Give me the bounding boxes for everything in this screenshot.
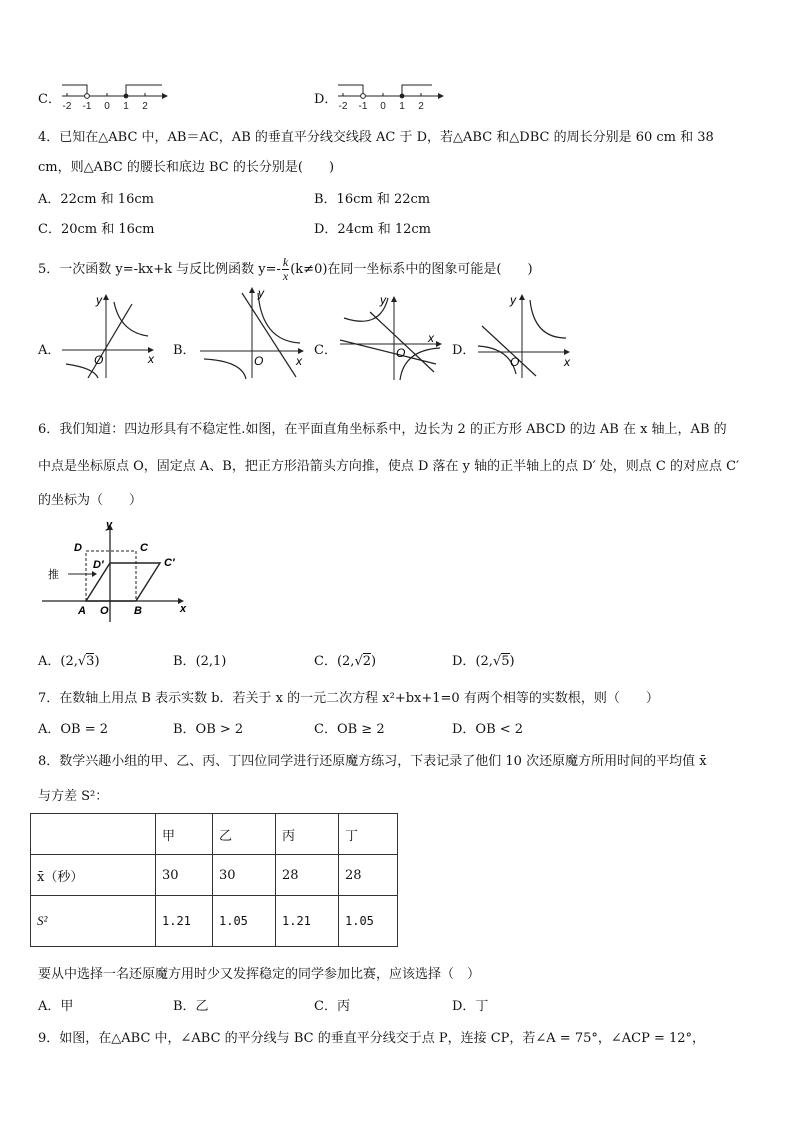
q6-option-d-letter: D． — [452, 654, 476, 669]
table-row-label: S² — [31, 896, 156, 947]
table-header-cell — [31, 814, 156, 855]
q5-graph-a — [58, 288, 158, 380]
table-header-cell: 乙 — [213, 814, 276, 855]
table-header-cell: 甲 — [156, 814, 213, 855]
q4-option-b[interactable]: B．16cm 和 22cm — [314, 192, 431, 207]
q5-frac-num: k — [282, 255, 289, 269]
q3-number-line-d — [334, 80, 444, 114]
q6-option-b-value: (2,1) — [195, 654, 227, 669]
q6-fig-cp: C′ — [164, 557, 175, 569]
q7-option-b[interactable]: B．OB > 2 — [173, 722, 244, 737]
q6-option-c-close: ) — [371, 654, 377, 669]
table-cell: 1.21 — [276, 896, 339, 947]
q5-option-a-letter[interactable]: A． — [38, 343, 61, 358]
table-header-cell: 丙 — [276, 814, 339, 855]
table-cell: 1.05 — [213, 896, 276, 947]
q5d-origin: O — [510, 355, 520, 369]
q8-option-d[interactable]: D．丁 — [452, 999, 489, 1014]
q6-fig-push: 推 — [48, 569, 59, 581]
table-cell: 28 — [339, 855, 398, 896]
sqrt-icon: √ — [492, 654, 502, 669]
q6-option-b[interactable] — [173, 650, 226, 669]
q6-option-c[interactable] — [314, 650, 376, 669]
q7-option-a[interactable]: A．OB = 2 — [38, 722, 109, 737]
q6-figure — [38, 518, 196, 630]
q5-fraction — [282, 256, 289, 283]
q6-stem-line-2: 中点是坐标原点 O，固定点 A、B，把正方形沿箭头方向推，使点 D 落在 y 轴的正半轴上的点 D′ 处，则点 C 的对应点 C′ — [38, 459, 740, 474]
q5-option-c-letter[interactable]: C． — [314, 343, 337, 358]
q6-option-d-close: ) — [509, 654, 515, 669]
q5-stem-post: (k≠0)在同一坐标系中的图象可能是( ) — [290, 262, 533, 277]
q5c-y-label: y — [380, 293, 386, 307]
q5b-y-label: y — [258, 286, 264, 300]
q5c-origin: O — [396, 346, 406, 360]
q6-option-a-letter: A． — [38, 654, 61, 669]
nl-c-label-3: 0 — [104, 101, 110, 112]
q6-fig-d: D — [74, 542, 82, 554]
q5a-x-label: x — [148, 352, 154, 366]
nl-d-label-2: -1 — [358, 101, 368, 112]
q8-option-b[interactable]: B．乙 — [173, 999, 209, 1014]
q6-option-a-radicand: 3 — [86, 654, 95, 669]
q5-graph-d — [474, 288, 574, 380]
q6-option-d-value: (2, — [475, 654, 493, 669]
q4-option-c[interactable]: C．20cm 和 16cm — [38, 222, 155, 237]
q6-fig-o: O — [100, 605, 109, 617]
q6-option-a-value: (2, — [60, 654, 78, 669]
q6-option-a-close: ) — [94, 654, 100, 669]
q8-option-c[interactable]: C．丙 — [314, 999, 350, 1014]
q3-option-d-letter: D． — [314, 92, 338, 107]
q6-stem-line-3: 的坐标为（ ） — [38, 493, 143, 508]
q5d-x-label: x — [564, 355, 570, 369]
q5-option-b-letter[interactable]: B． — [173, 343, 196, 358]
q5-stem — [38, 256, 533, 283]
q6-option-a[interactable] — [38, 650, 100, 669]
q4-option-d[interactable]: D．24cm 和 12cm — [314, 222, 431, 237]
q8-question: 要从中选择一名还原魔方用时少又发挥稳定的同学参加比赛，应该选择（ ） — [38, 967, 481, 982]
nl-d-label-4: 1 — [399, 101, 405, 112]
q3-number-line-c — [58, 80, 168, 114]
nl-c-label-4: 1 — [123, 101, 129, 112]
table-cell: 1.21 — [156, 896, 213, 947]
table-header-cell: 丁 — [339, 814, 398, 855]
q6-fig-dp: D′ — [93, 559, 104, 571]
q8-stem-line-1: 8．数学兴趣小组的甲、乙、丙、丁四位同学进行还原魔方练习，下表记录了他们 10 次还原魔方所用时间的平均值 x̄ — [38, 754, 707, 769]
q4-stem-line-1: 4．已知在△ABC 中，AB＝AC，AB 的垂直平分线交线段 AC 于 D，若△ABC 和△DBC 的周长分别是 60 cm 和 38 — [38, 130, 714, 145]
q5-stem-pre: 5．一次函数 y=-kx+k 与反比例函数 y=- — [38, 262, 281, 277]
q7-option-c[interactable]: C．OB ≥ 2 — [314, 722, 385, 737]
q5a-origin: O — [94, 353, 104, 367]
q6-option-d[interactable] — [452, 650, 515, 669]
q5b-origin: O — [254, 354, 264, 368]
q3-option-c-letter: C． — [38, 92, 61, 107]
q8-option-a[interactable]: A．甲 — [38, 999, 74, 1014]
q6-stem-line-1: 6．我们知道：四边形具有不稳定性.如图，在平面直角坐标系中，边长为 2 的正方形 ABCD 的边 AB 在 x 轴上，AB 的 — [38, 422, 727, 437]
q5d-y-label: y — [510, 293, 516, 307]
table-row — [31, 855, 398, 896]
q6-option-c-radicand: 2 — [362, 654, 372, 669]
q5-option-d-letter[interactable]: D． — [452, 343, 476, 358]
nl-c-label-5: 2 — [142, 101, 148, 112]
q7-stem: 7．在数轴上用点 B 表示实数 b．若关于 x 的一元二次方程 x²+bx+1=0 有两个相等的实数根，则（ ） — [38, 691, 659, 706]
q4-stem-line-2: cm，则△ABC 的腰长和底边 BC 的长分别是( ) — [38, 160, 335, 175]
table-row-label: x̄（秒） — [31, 855, 156, 896]
q8-stem-line-2: 与方差 S²： — [38, 789, 109, 804]
sqrt-icon: √ — [77, 654, 87, 669]
table-cell: 30 — [156, 855, 213, 896]
q8-data-table — [30, 813, 398, 947]
table-row — [31, 896, 398, 947]
nl-d-label-1: -2 — [338, 101, 348, 112]
q6-option-b-letter: B． — [173, 654, 196, 669]
q5a-y-label: y — [96, 293, 102, 307]
nl-c-label-2: -1 — [82, 101, 92, 112]
nl-d-label-5: 2 — [418, 101, 424, 112]
table-cell: 30 — [213, 855, 276, 896]
q6-option-d-radicand: 5 — [501, 654, 510, 669]
sqrt-icon: √ — [354, 654, 363, 669]
table-row — [31, 814, 398, 855]
nl-c-label-1: -2 — [62, 101, 72, 112]
q5-graph-b — [196, 283, 308, 380]
q6-fig-x: x — [180, 603, 187, 615]
q7-option-d[interactable]: D．OB < 2 — [452, 722, 524, 737]
q5-frac-den: x — [282, 269, 289, 283]
q6-fig-c: C — [140, 542, 148, 554]
nl-d-label-3: 0 — [380, 101, 386, 112]
q5c-x-label: x — [428, 331, 434, 345]
q6-fig-a: A — [78, 605, 86, 617]
q6-fig-y: y — [106, 519, 113, 531]
q5b-x-label: x — [296, 354, 302, 368]
q6-option-c-value: (2, — [336, 654, 355, 669]
q9-stem-line-1: 9．如图，在△ABC 中，∠ABC 的平分线与 BC 的垂直平分线交于点 P，连接 CP，若∠A = 75°，∠ACP = 12°， — [38, 1031, 706, 1046]
table-cell: 1.05 — [339, 896, 398, 947]
table-cell: 28 — [276, 855, 339, 896]
q6-fig-b: B — [134, 605, 142, 617]
q5-graph-c — [336, 288, 446, 382]
q4-option-a[interactable]: A．22cm 和 16cm — [38, 192, 154, 207]
q6-option-c-letter: C． — [314, 654, 337, 669]
